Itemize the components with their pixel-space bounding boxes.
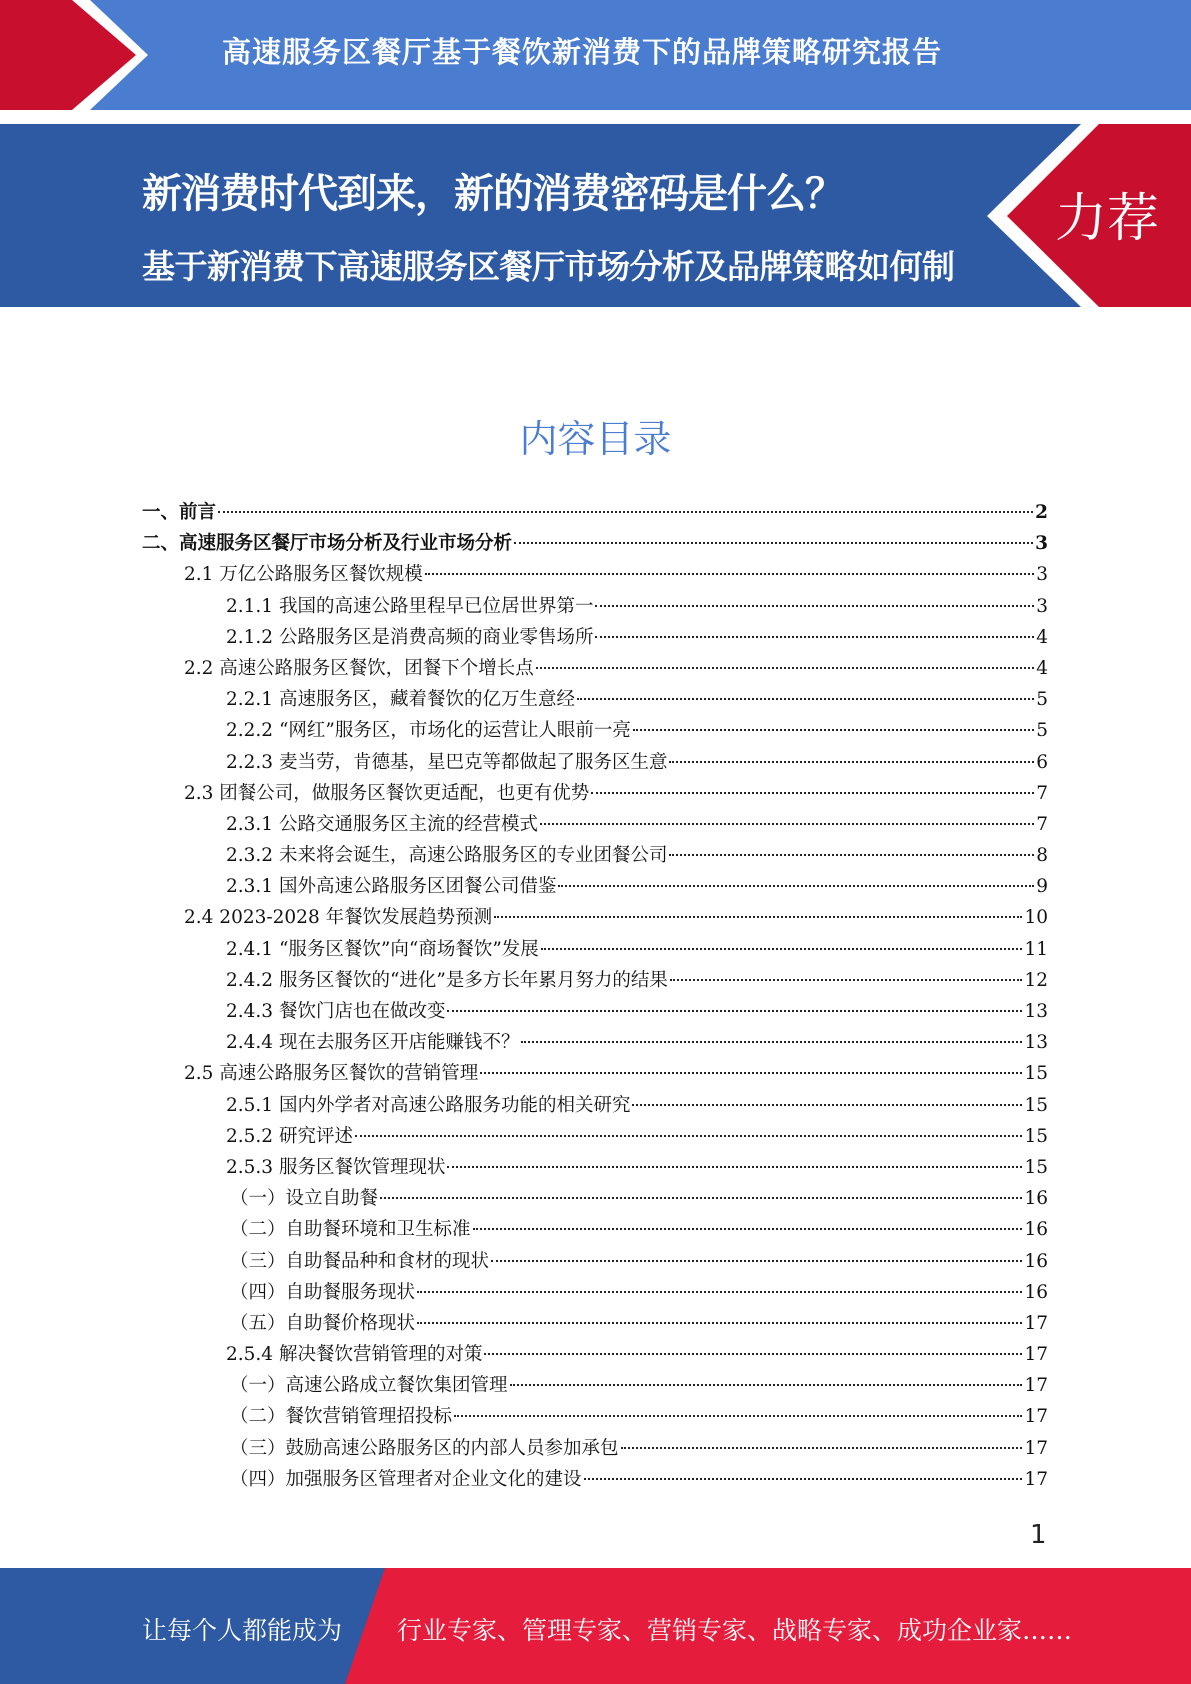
page-number: 1 [1030, 1520, 1047, 1550]
toc-leader-dots [669, 761, 1034, 763]
toc-leader-dots [621, 1447, 1023, 1449]
toc-entry[interactable] [142, 840, 1048, 871]
toc-entry-page: 16 [1024, 1219, 1048, 1241]
toc-entry[interactable] [142, 809, 1048, 840]
toc-entry-label: 二、高速服务区餐厅市场分析及行业市场分析 [142, 533, 513, 555]
recommend-badge: 力荐 [1054, 189, 1159, 249]
toc-entry[interactable] [142, 1121, 1048, 1152]
toc-entry-page: 7 [1036, 813, 1048, 835]
toc-entry-page: 17 [1024, 1468, 1048, 1490]
toc-entry[interactable] [142, 1401, 1048, 1432]
toc-entry-page: 13 [1024, 1032, 1048, 1054]
toc-entry[interactable] [142, 871, 1048, 902]
toc-entry-label: 2.4.3 餐饮门店也在做改变 [226, 1001, 446, 1022]
toc-entry[interactable] [142, 778, 1048, 809]
toc-entry-page: 15 [1024, 1094, 1048, 1116]
toc-entry[interactable] [142, 1308, 1048, 1339]
toc-entry-page: 17 [1024, 1375, 1048, 1397]
toc-leader-dots [541, 948, 1023, 950]
toc-entry-label: 2.2 高速公路服务区餐饮，团餐下个增长点 [184, 657, 534, 679]
toc-leader-dots [494, 916, 1022, 918]
toc-entry-label: 2.4 2023-2028 年餐饮发展趋势预测 [184, 907, 493, 929]
toc-entry-label: （一）设立自助餐 [230, 1188, 379, 1210]
toc-entry[interactable] [142, 1277, 1048, 1308]
red-arrow-decoration [0, 0, 150, 110]
toc-leader-dots [447, 1166, 1022, 1168]
toc-entry-page: 17 [1024, 1437, 1048, 1459]
toc-entry-label: 2.2.1 高速服务区，藏着餐饮的亿万生意经 [226, 689, 575, 711]
hero-banner [0, 124, 1191, 352]
toc-entry-label: 2.4.1 “服务区餐饮”向“商场餐饮”发展 [226, 938, 539, 960]
toc-entry-label: （一）高速公路成立餐饮集团管理 [230, 1375, 508, 1397]
toc-entry-page: 9 [1036, 876, 1048, 898]
toc-entry-page: 17 [1024, 1312, 1048, 1334]
toc-entry[interactable] [142, 1370, 1048, 1401]
top-banner [0, 0, 1191, 110]
toc-leader-dots [669, 854, 1034, 856]
toc-leader-dots [632, 1104, 1022, 1106]
footer-slogan-left: 让每个人都能成为 [142, 1616, 343, 1645]
toc-leader-dots [484, 1353, 1022, 1355]
hero-subline: 基于新消费下高速服务区餐厅市场分析及品牌策略如何制定？？？ [142, 247, 955, 352]
toc-entry[interactable] [142, 1183, 1048, 1214]
toc-entry-page: 8 [1036, 845, 1048, 867]
toc-entry-page: 4 [1036, 657, 1048, 679]
toc-leader-dots [417, 1322, 1022, 1324]
toc-leader-dots [514, 542, 1033, 544]
toc-entry-label: 2.1.1 我国的高速公路里程早已位居世界第一 [226, 595, 594, 617]
toc-leader-dots [670, 979, 1023, 981]
toc-entry-label: （二）餐饮营销管理招投标 [230, 1406, 453, 1428]
toc-entry-label: （五）自助餐价格现状 [230, 1312, 416, 1334]
toc-entry-label: （二）自助餐环境和卫生标准 [230, 1219, 471, 1241]
toc-entry-page: 15 [1024, 1063, 1048, 1085]
toc-leader-dots [536, 667, 1034, 669]
toc-leader-dots [380, 1197, 1022, 1199]
table-of-contents [142, 497, 1048, 1495]
toc-leader-dots [218, 511, 1033, 513]
toc-entry-label: 2.2.2 “网红”服务区，市场化的运营让人眼前一亮 [226, 720, 631, 742]
toc-entry[interactable] [142, 1339, 1048, 1370]
toc-entry[interactable] [142, 747, 1048, 778]
toc-entry[interactable] [142, 1214, 1048, 1245]
toc-entry-label: 2.3.1 国外高速公路服务区团餐公司借鉴 [226, 876, 557, 898]
toc-entry-page: 3 [1036, 564, 1048, 586]
toc-leader-dots [558, 885, 1034, 887]
toc-entry-label: 一、前言 [142, 502, 217, 523]
toc-leader-dots [417, 1291, 1022, 1293]
toc-entry[interactable] [142, 1027, 1048, 1058]
toc-leader-dots [355, 1135, 1023, 1137]
toc-entry-label: （四）自助餐服务现状 [230, 1281, 416, 1303]
toc-leader-dots [491, 1260, 1022, 1262]
toc-entry-page: 5 [1036, 720, 1048, 742]
toc-entry-page: 2 [1035, 502, 1048, 523]
toc-entry[interactable] [142, 653, 1048, 684]
toc-entry-page: 4 [1036, 626, 1048, 648]
toc-leader-dots [633, 729, 1034, 731]
toc-entry[interactable] [142, 902, 1048, 933]
toc-entry[interactable] [142, 1058, 1048, 1089]
toc-entry-page: 17 [1024, 1344, 1048, 1366]
toc-entry-label: 2.5.1 国内外学者对高速公路服务功能的相关研究 [226, 1094, 631, 1116]
toc-entry[interactable] [142, 591, 1048, 622]
toc-entry-page: 16 [1024, 1281, 1048, 1303]
toc-entry[interactable] [142, 1152, 1048, 1183]
toc-entry[interactable] [142, 1433, 1048, 1464]
toc-entry-page: 15 [1024, 1125, 1048, 1147]
toc-entry-label: 2.1 万亿公路服务区餐饮规模 [184, 564, 423, 586]
toc-entry[interactable] [142, 965, 1048, 996]
toc-leader-dots [591, 792, 1034, 794]
toc-entry-label: （三）自助餐品种和食材的现状 [230, 1250, 490, 1272]
toc-entry-page: 16 [1024, 1250, 1048, 1272]
toc-entry[interactable] [142, 622, 1048, 653]
toc-entry-page: 7 [1036, 782, 1048, 804]
toc-leader-dots [595, 605, 1034, 607]
toc-leader-dots [480, 1072, 1022, 1074]
footer-banner [0, 1568, 1191, 1684]
toc-entry-page: 15 [1024, 1156, 1048, 1178]
toc-leader-dots [521, 1041, 1022, 1043]
toc-entry-page: 13 [1024, 1001, 1048, 1022]
toc-entry-page: 5 [1036, 689, 1048, 711]
toc-entry-page: 11 [1024, 938, 1048, 960]
toc-entry-label: 2.5 高速公路服务区餐饮的营销管理 [184, 1063, 479, 1085]
toc-entry[interactable] [142, 1090, 1048, 1121]
toc-leader-dots [473, 1228, 1023, 1230]
footer-slogan-right: 行业专家、管理专家、营销专家、战略专家、成功企业家…… [397, 1616, 1073, 1645]
toc-entry[interactable] [142, 684, 1048, 715]
toc-leader-dots [584, 1478, 1023, 1480]
toc-entry-page: 10 [1024, 907, 1048, 929]
toc-leader-dots [454, 1415, 1022, 1417]
toc-leader-dots [595, 636, 1034, 638]
toc-entry[interactable] [142, 996, 1048, 1027]
toc-entry-label: 2.5.3 服务区餐饮管理现状 [226, 1156, 446, 1178]
toc-entry-page: 3 [1036, 595, 1048, 617]
toc-entry-page: 17 [1024, 1406, 1048, 1428]
toc-entry-label: 2.2.3 麦当劳，肯德基，星巴克等都做起了服务区生意 [226, 751, 668, 773]
toc-entry-page: 16 [1024, 1188, 1048, 1210]
toc-entry-label: 2.3.1 公路交通服务区主流的经营模式 [226, 813, 538, 835]
toc-entry-label: 2.5.2 研究评述 [226, 1125, 353, 1147]
toc-entry-label: 2.3.2 未来将会诞生，高速公路服务区的专业团餐公司 [226, 845, 668, 867]
toc-entry-label: 2.1.2 公路服务区是消费高频的商业零售场所 [226, 626, 594, 648]
banner-title: 高速服务区餐厅基于餐饮新消费下的品牌策略研究报告 [222, 35, 943, 69]
toc-entry-page: 6 [1036, 751, 1048, 773]
toc-leader-dots [577, 698, 1034, 700]
toc-entry[interactable] [142, 1464, 1048, 1495]
toc-leader-dots [447, 1010, 1022, 1012]
toc-entry[interactable] [142, 934, 1048, 965]
toc-entry[interactable] [142, 497, 1048, 528]
toc-leader-dots [510, 1384, 1023, 1386]
toc-entry-label: 2.3 团餐公司，做服务区餐饮更适配，也更有优势 [184, 782, 590, 804]
toc-entry[interactable] [142, 1246, 1048, 1277]
toc-entry[interactable] [142, 559, 1048, 590]
toc-leader-dots [540, 823, 1034, 825]
toc-entry-label: 2.4.2 服务区餐饮的“进化”是多方长年累月努力的结果 [226, 969, 668, 991]
toc-leader-dots [425, 573, 1034, 575]
toc-entry[interactable] [142, 715, 1048, 746]
toc-entry-label: 2.5.4 解决餐饮营销管理的对策 [226, 1344, 483, 1366]
toc-entry-page: 3 [1035, 533, 1048, 555]
toc-entry[interactable] [142, 528, 1048, 559]
hero-headline: 新消费时代到来，新的消费密码是什么？ [142, 171, 844, 217]
toc-entry-page: 12 [1024, 969, 1048, 991]
toc-entry-label: 2.4.4 现在去服务区开店能赚钱不？ [226, 1032, 520, 1054]
toc-title: 内容目录 [519, 417, 672, 461]
toc-entry-label: （四）加强服务区管理者对企业文化的建设 [230, 1468, 582, 1490]
toc-entry-label: （三）鼓励高速公路服务区的内部人员参加承包 [230, 1437, 619, 1459]
